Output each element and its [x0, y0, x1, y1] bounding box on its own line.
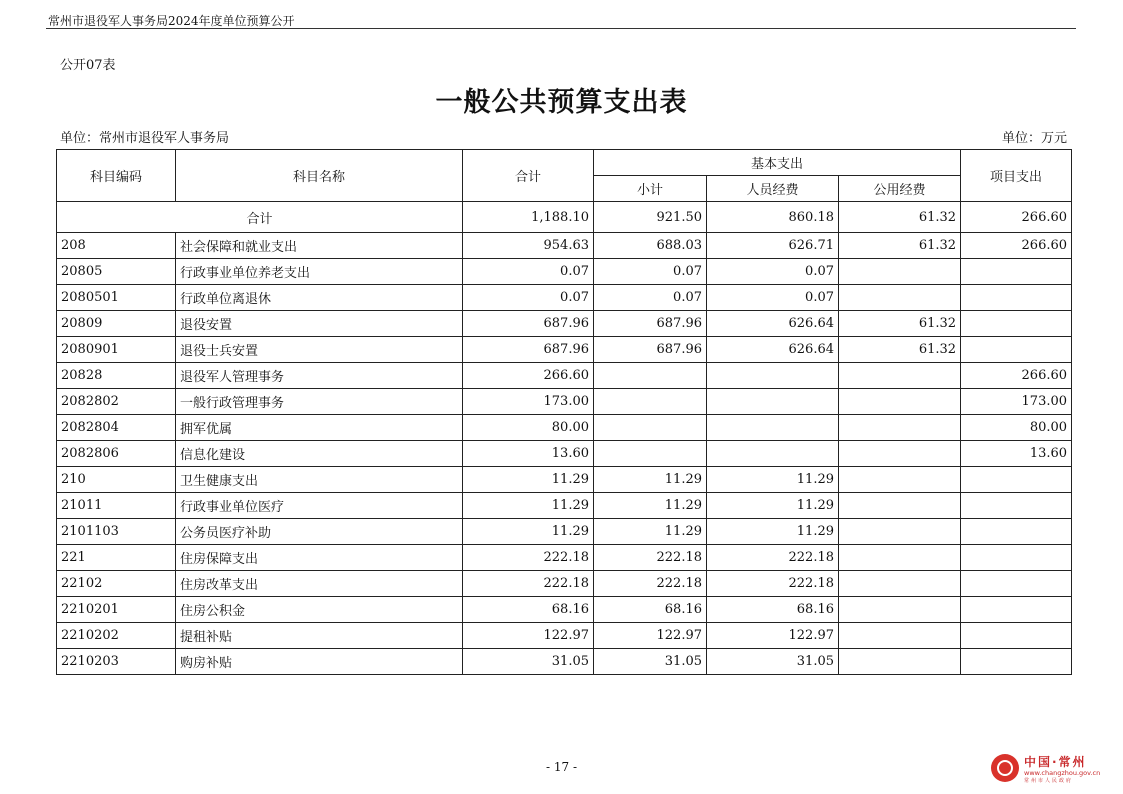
table-row: [57, 545, 1072, 571]
table-row: [57, 467, 1072, 493]
logo-url: www.changzhou.gov.cn: [1024, 769, 1101, 777]
subtotal-cell: 688.03: [594, 233, 707, 259]
unit-organization: 单位：常州市退役军人事务局: [60, 131, 230, 146]
table-row: [57, 259, 1072, 285]
name-cell: 提租补贴: [176, 623, 463, 649]
personnel-cell: 0.07: [707, 285, 839, 311]
page-number: - 17 -: [545, 760, 577, 774]
unit-currency: 单位：万元: [1001, 131, 1067, 146]
header-code: 科目编码: [57, 150, 176, 202]
name-cell: 行政单位离退休: [176, 285, 463, 311]
subtotal-cell: [594, 441, 707, 467]
total-cell: 954.63: [463, 233, 594, 259]
code-cell: 210: [57, 467, 176, 493]
project-cell: [961, 649, 1072, 675]
total-cell: 68.16: [463, 597, 594, 623]
code-cell: 2082804: [57, 415, 176, 441]
logo-brand: 中国·常州: [1024, 755, 1087, 769]
public-cell: [839, 493, 961, 519]
public-cell: [839, 649, 961, 675]
total-row: [57, 202, 1072, 233]
header-subtotal: 小计: [594, 176, 707, 202]
public-cell: 61.32: [839, 202, 961, 233]
public-cell: [839, 441, 961, 467]
subtotal-cell: 122.97: [594, 623, 707, 649]
project-cell: [961, 597, 1072, 623]
code-cell: 21011: [57, 493, 176, 519]
project-cell: [961, 623, 1072, 649]
personnel-cell: 11.29: [707, 493, 839, 519]
personnel-cell: 626.64: [707, 311, 839, 337]
subtotal-cell: 0.07: [594, 285, 707, 311]
total-cell: 80.00: [463, 415, 594, 441]
subtotal-cell: 0.07: [594, 259, 707, 285]
form-number: 公开07表: [60, 58, 116, 73]
project-cell: 173.00: [961, 389, 1072, 415]
table-row: [57, 389, 1072, 415]
public-cell: [839, 389, 961, 415]
table-row: [57, 649, 1072, 675]
name-cell: 住房保障支出: [176, 545, 463, 571]
total-cell: 11.29: [463, 467, 594, 493]
project-cell: 266.60: [961, 363, 1072, 389]
personnel-cell: 222.18: [707, 545, 839, 571]
table-row: [57, 441, 1072, 467]
public-cell: [839, 259, 961, 285]
personnel-cell: 11.29: [707, 467, 839, 493]
total-cell: 173.00: [463, 389, 594, 415]
code-cell: 221: [57, 545, 176, 571]
public-cell: [839, 285, 961, 311]
subtotal-cell: [594, 363, 707, 389]
project-cell: [961, 285, 1072, 311]
project-cell: 266.60: [961, 202, 1072, 233]
code-cell: 2082802: [57, 389, 176, 415]
project-cell: [961, 493, 1072, 519]
subtotal-cell: 68.16: [594, 597, 707, 623]
public-cell: [839, 597, 961, 623]
total-cell: 122.97: [463, 623, 594, 649]
table-row: [57, 493, 1072, 519]
public-cell: [839, 415, 961, 441]
name-cell: 住房公积金: [176, 597, 463, 623]
name-cell: 购房补贴: [176, 649, 463, 675]
project-cell: [961, 337, 1072, 363]
code-cell: 2082806: [57, 441, 176, 467]
name-cell: 一般行政管理事务: [176, 389, 463, 415]
personnel-cell: 626.71: [707, 233, 839, 259]
code-cell: 2210201: [57, 597, 176, 623]
name-cell: 行政事业单位养老支出: [176, 259, 463, 285]
project-cell: [961, 571, 1072, 597]
header-personnel: 人员经费: [707, 176, 839, 202]
subtotal-cell: 687.96: [594, 311, 707, 337]
code-cell: 2210203: [57, 649, 176, 675]
code-cell: 2080501: [57, 285, 176, 311]
name-cell: 退役军人管理事务: [176, 363, 463, 389]
subtotal-cell: 921.50: [594, 202, 707, 233]
name-cell: 退役安置: [176, 311, 463, 337]
total-cell: 13.60: [463, 441, 594, 467]
header-public: 公用经费: [839, 176, 961, 202]
total-cell: 266.60: [463, 363, 594, 389]
code-cell: 20828: [57, 363, 176, 389]
project-cell: 13.60: [961, 441, 1072, 467]
table-row: [57, 337, 1072, 363]
code-cell: 22102: [57, 571, 176, 597]
subtotal-cell: 687.96: [594, 337, 707, 363]
total-cell: 687.96: [463, 311, 594, 337]
public-cell: [839, 545, 961, 571]
personnel-cell: [707, 415, 839, 441]
name-cell: 卫生健康支出: [176, 467, 463, 493]
code-cell: 2080901: [57, 337, 176, 363]
page-title: 一般公共预算支出表: [435, 87, 688, 118]
table-row: [57, 519, 1072, 545]
table-row: [57, 571, 1072, 597]
code-cell: 20809: [57, 311, 176, 337]
public-cell: [839, 467, 961, 493]
table-row: [57, 623, 1072, 649]
subtotal-cell: 31.05: [594, 649, 707, 675]
name-cell: 社会保障和就业支出: [176, 233, 463, 259]
personnel-cell: [707, 389, 839, 415]
personnel-cell: 222.18: [707, 571, 839, 597]
table-row: [57, 415, 1072, 441]
public-cell: 61.32: [839, 337, 961, 363]
personnel-cell: [707, 441, 839, 467]
subtotal-cell: [594, 415, 707, 441]
subtotal-cell: 11.29: [594, 493, 707, 519]
public-cell: [839, 623, 961, 649]
site-logo: [991, 752, 1101, 786]
total-cell: 687.96: [463, 337, 594, 363]
public-cell: [839, 363, 961, 389]
personnel-cell: 860.18: [707, 202, 839, 233]
total-cell: 1,188.10: [463, 202, 594, 233]
total-cell: 222.18: [463, 571, 594, 597]
running-header: 常州市退役军人事务局2024年度单位预算公开: [48, 14, 295, 28]
subtotal-cell: [594, 389, 707, 415]
logo-org: 常州市人民政府: [1024, 778, 1074, 784]
header-project: 项目支出: [961, 150, 1072, 202]
public-cell: [839, 519, 961, 545]
name-cell: 拥军优属: [176, 415, 463, 441]
personnel-cell: 68.16: [707, 597, 839, 623]
name-cell: 行政事业单位医疗: [176, 493, 463, 519]
table-row: [57, 597, 1072, 623]
table-row: [57, 311, 1072, 337]
table-row: [57, 285, 1072, 311]
personnel-cell: 31.05: [707, 649, 839, 675]
personnel-cell: 626.64: [707, 337, 839, 363]
total-cell: 0.07: [463, 285, 594, 311]
subtotal-cell: 222.18: [594, 571, 707, 597]
public-cell: [839, 571, 961, 597]
total-cell: 31.05: [463, 649, 594, 675]
public-cell: 61.32: [839, 233, 961, 259]
subtotal-cell: 11.29: [594, 467, 707, 493]
table-row: [57, 363, 1072, 389]
header-total: 合计: [463, 150, 594, 202]
public-cell: 61.32: [839, 311, 961, 337]
code-cell: 20805: [57, 259, 176, 285]
project-cell: [961, 467, 1072, 493]
table-row: [57, 233, 1072, 259]
subtotal-cell: 222.18: [594, 545, 707, 571]
name-cell: 住房改革支出: [176, 571, 463, 597]
project-cell: [961, 311, 1072, 337]
project-cell: 266.60: [961, 233, 1072, 259]
header-rule: [46, 28, 1076, 29]
code-cell: 2210202: [57, 623, 176, 649]
name-cell: 信息化建设: [176, 441, 463, 467]
total-cell: 11.29: [463, 519, 594, 545]
name-cell: 公务员医疗补助: [176, 519, 463, 545]
total-cell: 222.18: [463, 545, 594, 571]
total-cell: 11.29: [463, 493, 594, 519]
code-cell: 208: [57, 233, 176, 259]
header-basic: 基本支出: [594, 150, 961, 176]
budget-table: [56, 149, 1072, 675]
project-cell: [961, 519, 1072, 545]
personnel-cell: 11.29: [707, 519, 839, 545]
header-name: 科目名称: [176, 150, 463, 202]
project-cell: 80.00: [961, 415, 1072, 441]
code-cell: 2101103: [57, 519, 176, 545]
subtotal-cell: 11.29: [594, 519, 707, 545]
total-label: 合计: [57, 202, 463, 233]
project-cell: [961, 545, 1072, 571]
personnel-cell: [707, 363, 839, 389]
total-cell: 0.07: [463, 259, 594, 285]
seal-icon: [991, 754, 1019, 782]
project-cell: [961, 259, 1072, 285]
personnel-cell: 122.97: [707, 623, 839, 649]
personnel-cell: 0.07: [707, 259, 839, 285]
name-cell: 退役士兵安置: [176, 337, 463, 363]
